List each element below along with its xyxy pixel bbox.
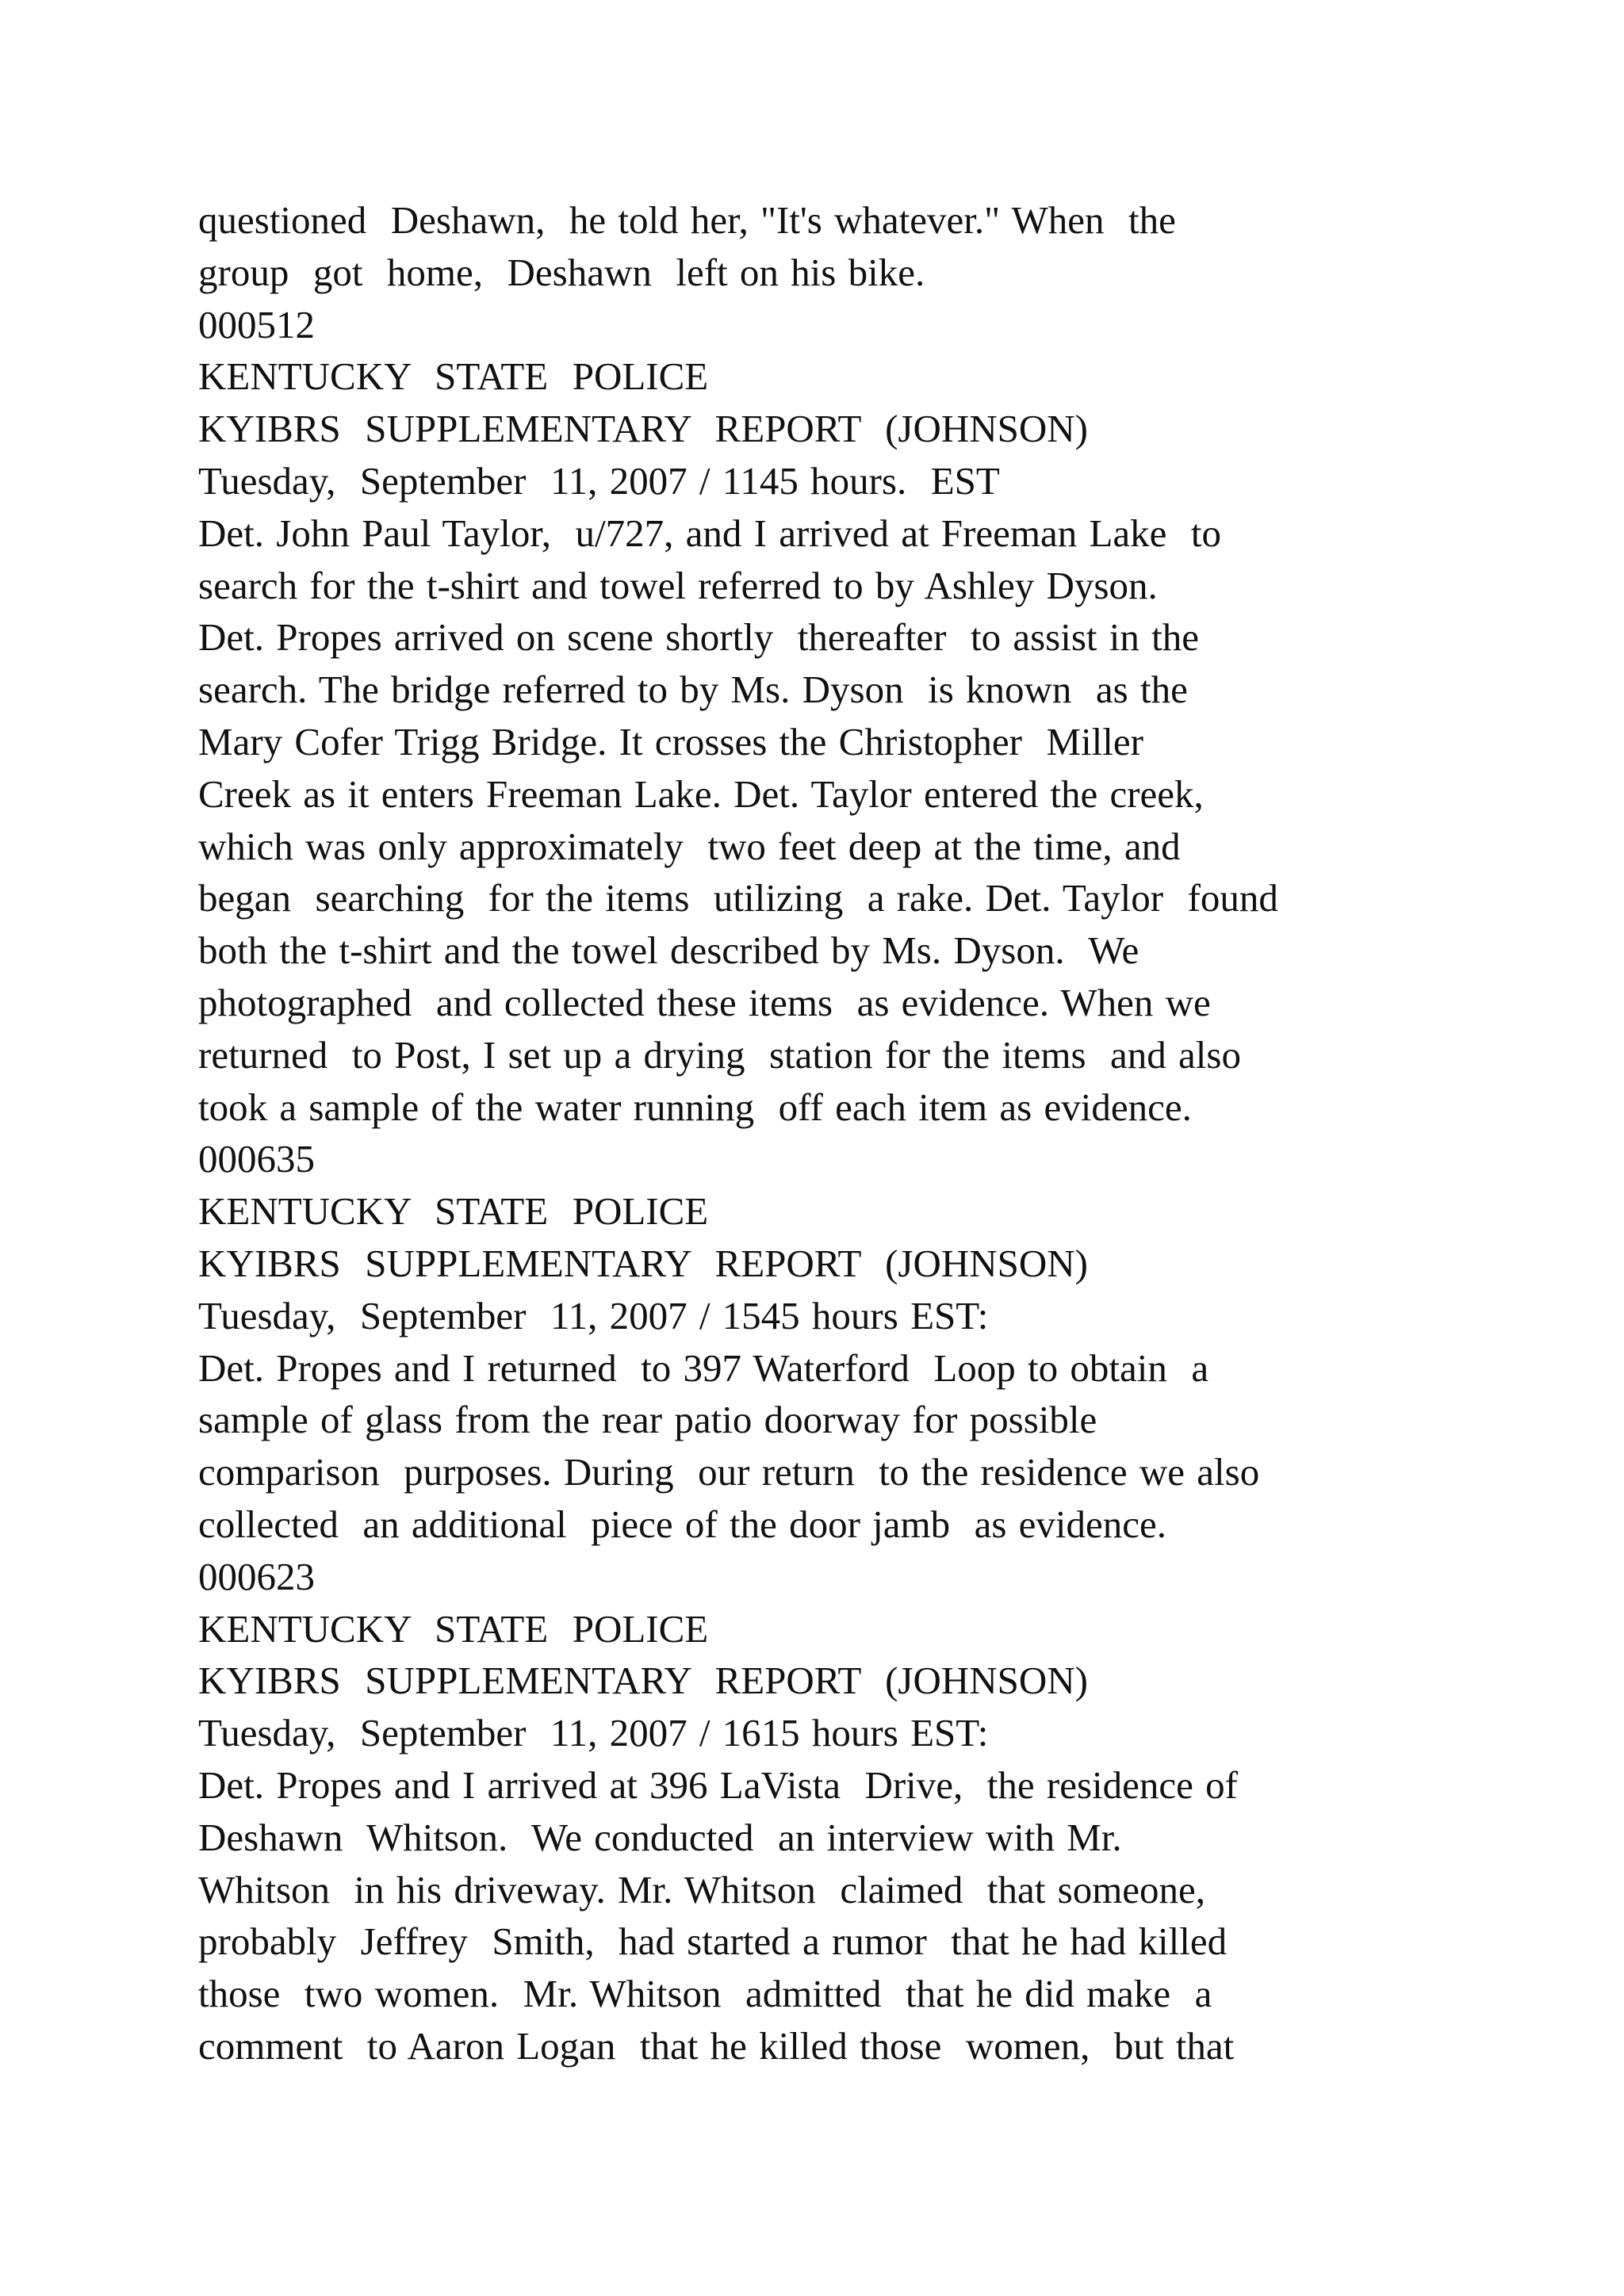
text-line: KENTUCKY STATE POLICE [198,1189,709,1234]
text-line: group got home, Deshawn left on his bike. [198,250,925,294]
text-line: both the t-shirt and the towel described by Ms. Dyson. We [198,928,1139,973]
text-line: 000512 [198,302,315,346]
text-line: took a sample of the water running off each item as evidence. [198,1085,1192,1129]
text-line: returned to Post, I set up a drying station for the items and also [198,1032,1241,1077]
text-line: which was only approximately two feet deep at the time, and [198,824,1181,868]
text-line: questioned Deshawn, he told her, "It's whatever." When the [198,198,1176,242]
text-line: Tuesday, September 11, 2007 / 1545 hours EST: [198,1293,989,1337]
text-line: sample of glass from the rear patio doorway for possible [198,1398,1097,1442]
text-line: Mary Cofer Trigg Bridge. It crosses the Christopher Miller [198,719,1143,763]
text-line: comment to Aaron Logan that he killed those women, but that [198,2023,1235,2068]
text-line: Det. Propes and I returned to 397 Waterford Loop to obtain a [198,1345,1209,1390]
text-line: KENTUCKY STATE POLICE [198,1606,709,1651]
text-line: Det. Propes arrived on scene shortly thereafter to assist in the [198,615,1200,660]
text-line: 000635 [198,1137,315,1181]
text-line: KYIBRS SUPPLEMENTARY REPORT (JOHNSON) [198,1241,1088,1285]
text-line: those two women. Mr. Whitson admitted that he did make a [198,1972,1212,2016]
text-line: Tuesday, September 11, 2007 / 1615 hours EST: [198,1711,989,1755]
text-line: search for the t-shirt and towel referred to by Ashley Dyson. [198,563,1158,607]
text-line: photographed and collected these items as evidence. When we [198,980,1211,1024]
text-line: began searching for the items utilizing a rake. Det. Taylor found [198,876,1278,920]
text-line: KYIBRS SUPPLEMENTARY REPORT (JOHNSON) [198,407,1088,451]
text-line: Tuesday, September 11, 2007 / 1145 hours. EST [198,458,1000,503]
text-line: 000623 [198,1554,315,1598]
text-line: search. The bridge referred to by Ms. Dyson is known as the [198,668,1188,712]
text-line: KYIBRS SUPPLEMENTARY REPORT (JOHNSON) [198,1659,1088,1703]
text-line: Creek as it enters Freeman Lake. Det. Taylor entered the creek, [198,771,1204,816]
text-line: comparison purposes. During our return to the residence we also [198,1450,1260,1494]
text-line: probably Jeffrey Smith, had started a rumor that he had killed [198,1919,1228,1964]
text-line: Det. Propes and I arrived at 396 LaVista Drive, the residence of [198,1762,1238,1807]
text-line: Whitson in his driveway. Mr. Whitson claimed that someone, [198,1867,1206,1911]
text-line: Deshawn Whitson. We conducted an interview with Mr. [198,1815,1122,1859]
text-line: Det. John Paul Taylor, u/727, and I arrived at Freeman Lake to [198,511,1222,555]
report-text [198,194,1499,2072]
text-line: collected an additional piece of the door jamb as evidence. [198,1502,1167,1546]
text-line: KENTUCKY STATE POLICE [198,354,709,399]
